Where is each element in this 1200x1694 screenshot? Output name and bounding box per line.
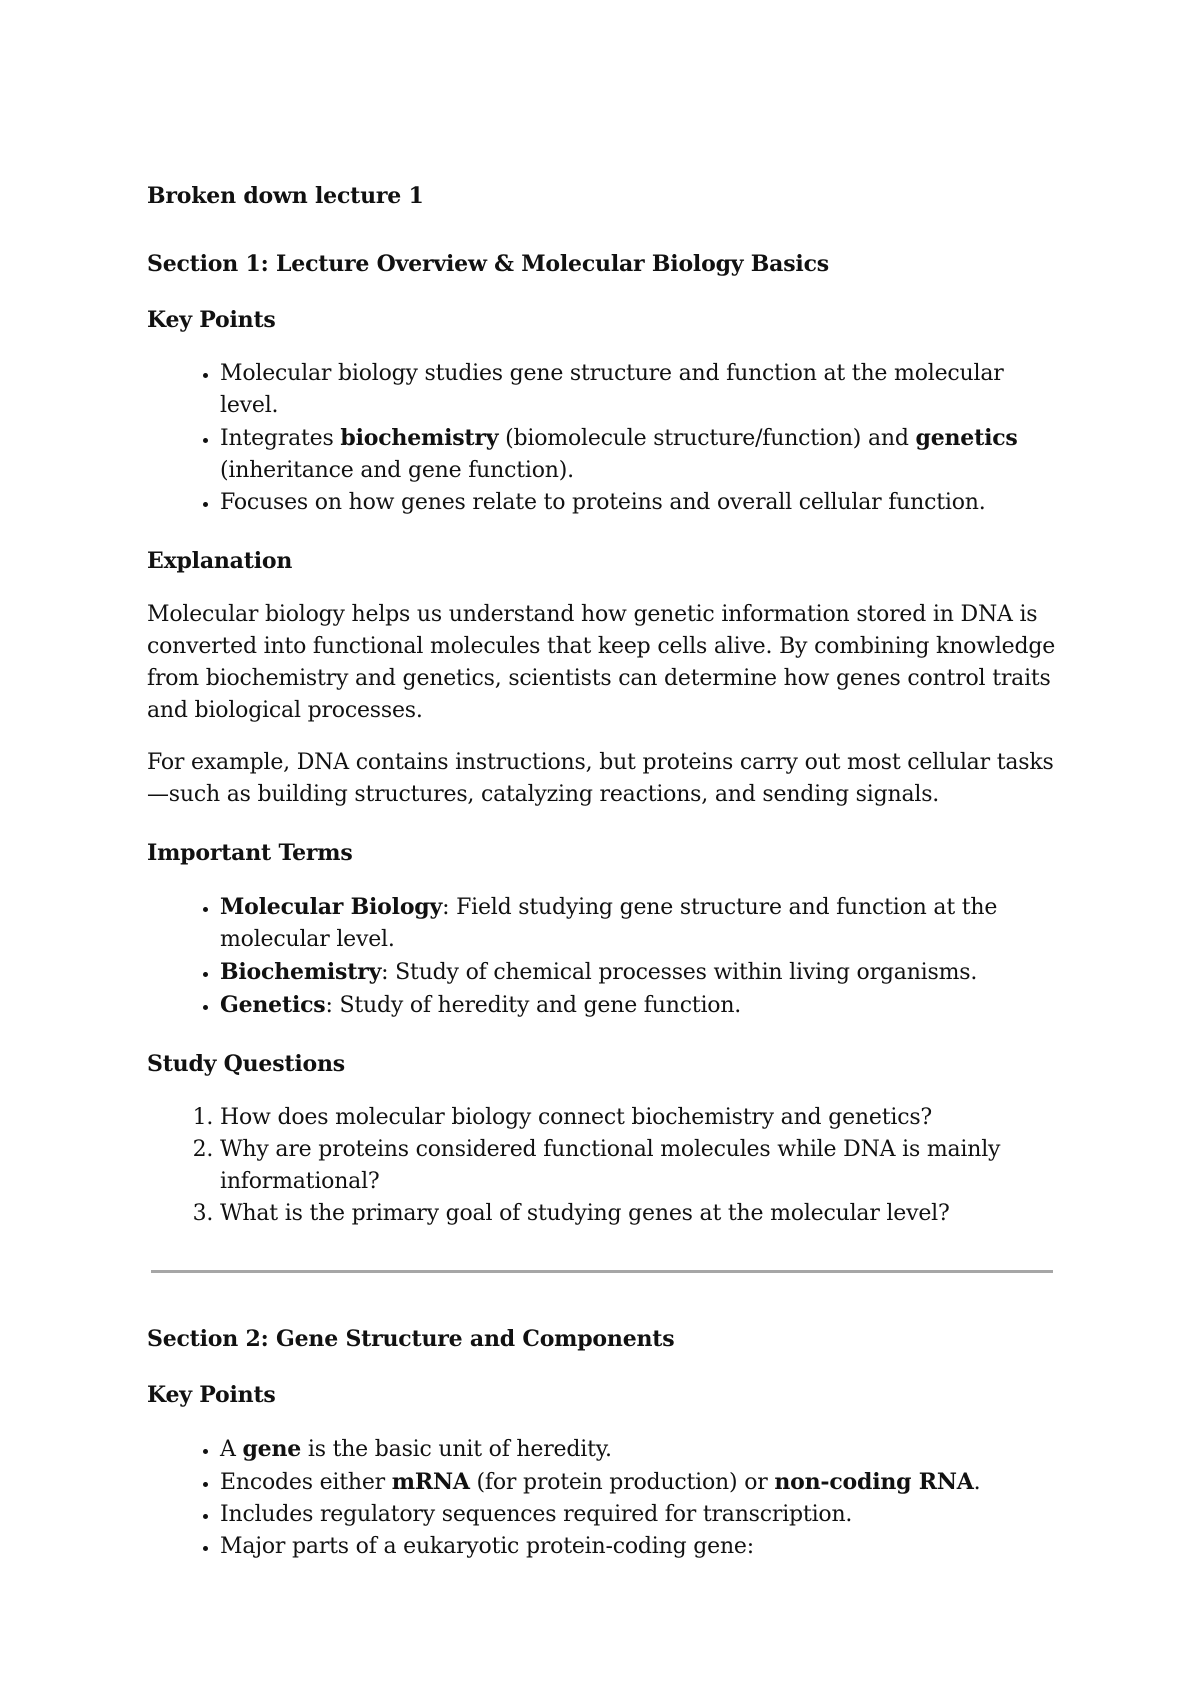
key-point-text: (inheritance and gene function). xyxy=(220,458,574,483)
document-title: Broken down lecture 1 xyxy=(147,183,424,209)
list-item: 3. What is the primary goal of studying genes at the molecular level? xyxy=(220,1198,1067,1230)
list-item xyxy=(220,1466,1067,1499)
term-definition: : Field studying gene structure and function at the molecular level. xyxy=(220,895,998,952)
study-questions-list xyxy=(147,1102,1067,1230)
section-1-heading: Section 1: Lecture Overview & Molecular Biology Basics xyxy=(147,251,829,277)
list-item xyxy=(220,422,1067,487)
list-item xyxy=(220,891,1067,956)
key-point-text: . xyxy=(973,1470,981,1495)
key-point-text: is the basic unit of heredity. xyxy=(301,1437,612,1462)
study-questions-heading: Study Questions xyxy=(147,1051,345,1077)
list-item xyxy=(220,487,1067,519)
key-point-text: Includes regulatory sequences required for transcription. xyxy=(220,1502,853,1527)
list-item xyxy=(220,1433,1067,1466)
key-point-text: A xyxy=(220,1437,243,1462)
section-1-key-points-list xyxy=(147,358,1067,519)
list-item xyxy=(220,956,1067,989)
explanation-paragraph: For example, DNA contains instructions, but proteins carry out most cellular tasks—such as building structures, catalyzing reactions, and sending signals. xyxy=(147,750,1054,807)
key-point-bold-term: mRNA xyxy=(391,1469,470,1495)
term-name: Biochemistry xyxy=(220,959,382,985)
explanation-paragraph: Molecular biology helps us understand how genetic information stored in DNA is converted into functional molecules that keep cells alive. By combining knowledge from biochemistry and genetics, scientists can determine how genes control traits and biological processes. xyxy=(147,602,1056,723)
section-2-key-points-list xyxy=(147,1433,1067,1563)
key-point-bold-term: biochemistry xyxy=(340,425,499,451)
explanation-heading: Explanation xyxy=(147,548,293,574)
section-2-key-points-heading: Key Points xyxy=(147,1382,276,1408)
term-definition: : Study of chemical processes within living organisms. xyxy=(381,960,978,985)
term-name: Molecular Biology xyxy=(220,894,443,920)
key-point-text: Integrates xyxy=(220,426,341,451)
key-point-bold-term: gene xyxy=(242,1436,302,1462)
key-point-bold-term: genetics xyxy=(915,425,1018,451)
key-point-text: Molecular biology studies gene structure and function at the molecular level. xyxy=(220,361,1004,418)
key-point-text: Focuses on how genes relate to proteins and overall cellular function. xyxy=(220,490,986,515)
key-point-bold-term: non-coding RNA xyxy=(774,1469,974,1495)
section-2-heading: Section 2: Gene Structure and Components xyxy=(147,1326,675,1352)
horizontal-divider xyxy=(151,1270,1053,1273)
document-page xyxy=(147,180,1067,1589)
list-item: 2. Why are proteins considered functional molecules while DNA is mainly informational? xyxy=(220,1134,1067,1198)
key-point-text: Major parts of a eukaryotic protein-coding gene: xyxy=(220,1534,754,1559)
important-terms-heading: Important Terms xyxy=(147,840,353,866)
key-point-text: Encodes either xyxy=(220,1470,392,1495)
term-name: Genetics xyxy=(220,992,326,1018)
list-item xyxy=(220,358,1067,422)
section-1-key-points-heading: Key Points xyxy=(147,307,276,333)
term-definition: : Study of heredity and gene function. xyxy=(325,993,742,1018)
list-item xyxy=(220,989,1067,1022)
key-point-text: (for protein production) or xyxy=(469,1470,775,1495)
list-item: 1. How does molecular biology connect biochemistry and genetics? xyxy=(220,1102,1067,1134)
important-terms-list xyxy=(147,891,1067,1022)
key-point-text: (biomolecule structure/function) and xyxy=(498,426,916,451)
list-item xyxy=(220,1531,1067,1563)
list-item xyxy=(220,1499,1067,1531)
